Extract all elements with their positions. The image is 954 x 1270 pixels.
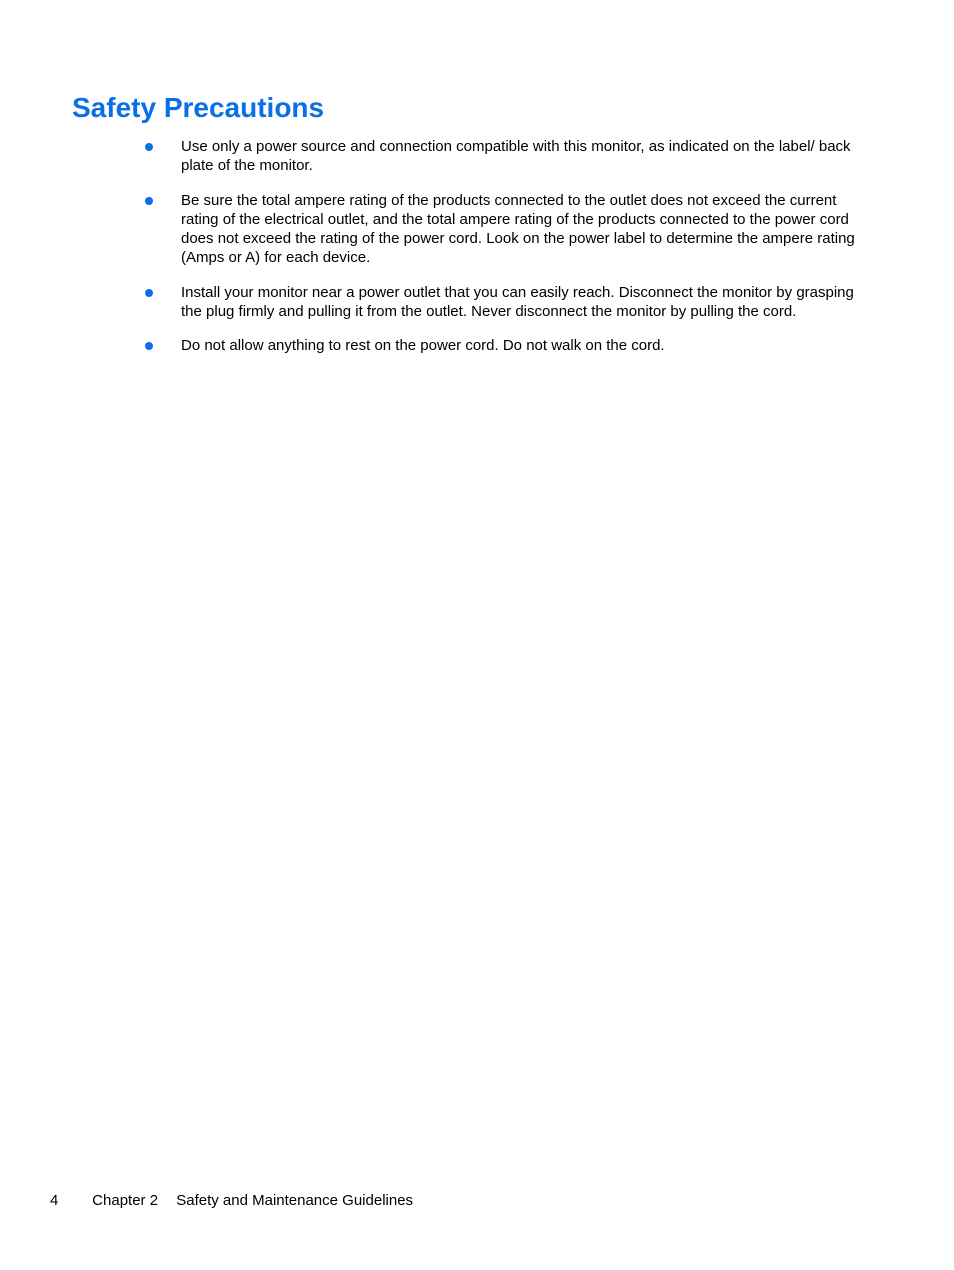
bullet-dot-icon [145,342,153,350]
bullet-dot-icon [145,289,153,297]
list-item-text: Be sure the total ampere rating of the products connected to the outlet does not exceed the current rating of the electrical outlet, and the total ampere rating of the products connected to the power cord does not exceed the rating of the power cord. Look on the power label to determine the ampere rating (Amps or A) for each device. [181,191,855,267]
page-footer [50,1191,413,1211]
bullet-list [0,137,954,371]
footer-chapter: Chapter 2 [92,1192,159,1209]
list-item [0,191,954,268]
bullet-dot-icon [145,143,153,151]
page-number: 4 [50,1192,59,1209]
list-item [0,336,954,355]
list-item-text: Use only a power source and connection compatible with this monitor, as indicated on the label/ back plate of the monitor. [181,138,851,175]
list-item [0,137,954,176]
footer-section-title: Safety and Maintenance Guidelines [176,1192,414,1209]
list-item-text: Do not allow anything to rest on the power cord. Do not walk on the cord. [181,337,665,355]
bullet-dot-icon [145,197,153,205]
list-item-text: Install your monitor near a power outlet that you can easily reach. Disconnect the monitor by grasping the plug firmly and pulling it from the outlet. Never disconnect the monitor by pulling the cord. [181,283,854,321]
list-item [0,283,954,322]
page-title: Safety Precautions [72,92,325,123]
